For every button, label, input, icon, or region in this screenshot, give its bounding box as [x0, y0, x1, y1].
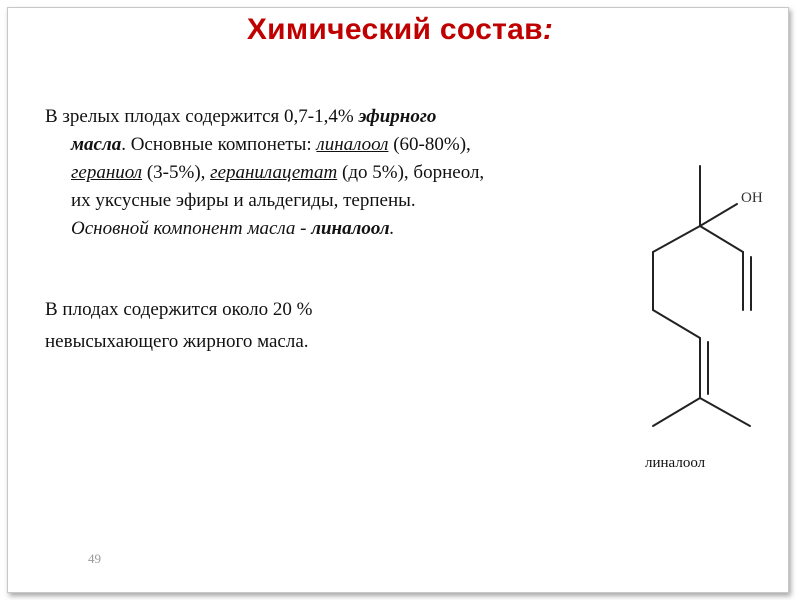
- slide-title: [0, 13, 800, 47]
- linalool-structure-diagram: [630, 160, 770, 440]
- composition-paragraph: [45, 103, 615, 243]
- chain-bond-3: [653, 310, 700, 338]
- paragraph-line-5: [45, 215, 615, 243]
- emphasis-oil: масла: [71, 134, 122, 155]
- terminal-methyl-left: [653, 398, 700, 426]
- hydroxyl-label: OH: [741, 190, 763, 206]
- term-linalool: линалоол: [316, 134, 389, 155]
- paragraph-line-3: [45, 159, 615, 187]
- paragraph-line-1: [45, 103, 615, 131]
- emphasis-linalool: линалоол: [311, 218, 390, 239]
- hydroxyl-bond: [700, 204, 737, 226]
- paragraph2-line-2: невысыхающего жирного масла.: [45, 331, 309, 352]
- page-number: 49: [88, 551, 101, 566]
- text-run: (3-5%),: [142, 162, 211, 183]
- text-run: Основной компонент масла -: [71, 218, 312, 239]
- emphasis-essential-oil: эфирного: [358, 106, 437, 127]
- fatty-oil-paragraph: [45, 294, 605, 358]
- slide-title-text: Химический состав: [246, 13, 543, 46]
- paragraph-line-4: их уксусные эфиры и альдегиды, терпены.: [71, 190, 416, 211]
- chain-bond-1: [653, 226, 700, 252]
- text-run: (до 5%), борнеол,: [337, 162, 485, 183]
- slide-title-colon: :: [542, 13, 554, 46]
- term-geraniol: гераниол: [71, 162, 143, 183]
- term-geranyl-acetate: геранилацетат: [210, 162, 338, 183]
- paragraph2-line-1: В плодах содержится около 20 %: [45, 299, 313, 320]
- vinyl-bond: [700, 226, 743, 252]
- text-run: В зрелых плодах содержится 0,7-1,4%: [45, 106, 359, 127]
- paragraph-line-2: [45, 131, 615, 159]
- terminal-methyl-right: [700, 398, 750, 426]
- text-run: (60-80%),: [388, 134, 471, 155]
- molecule-name-label: линалоол: [645, 455, 706, 471]
- text-run: .: [389, 218, 395, 239]
- text-run: . Основные компонеты:: [121, 134, 317, 155]
